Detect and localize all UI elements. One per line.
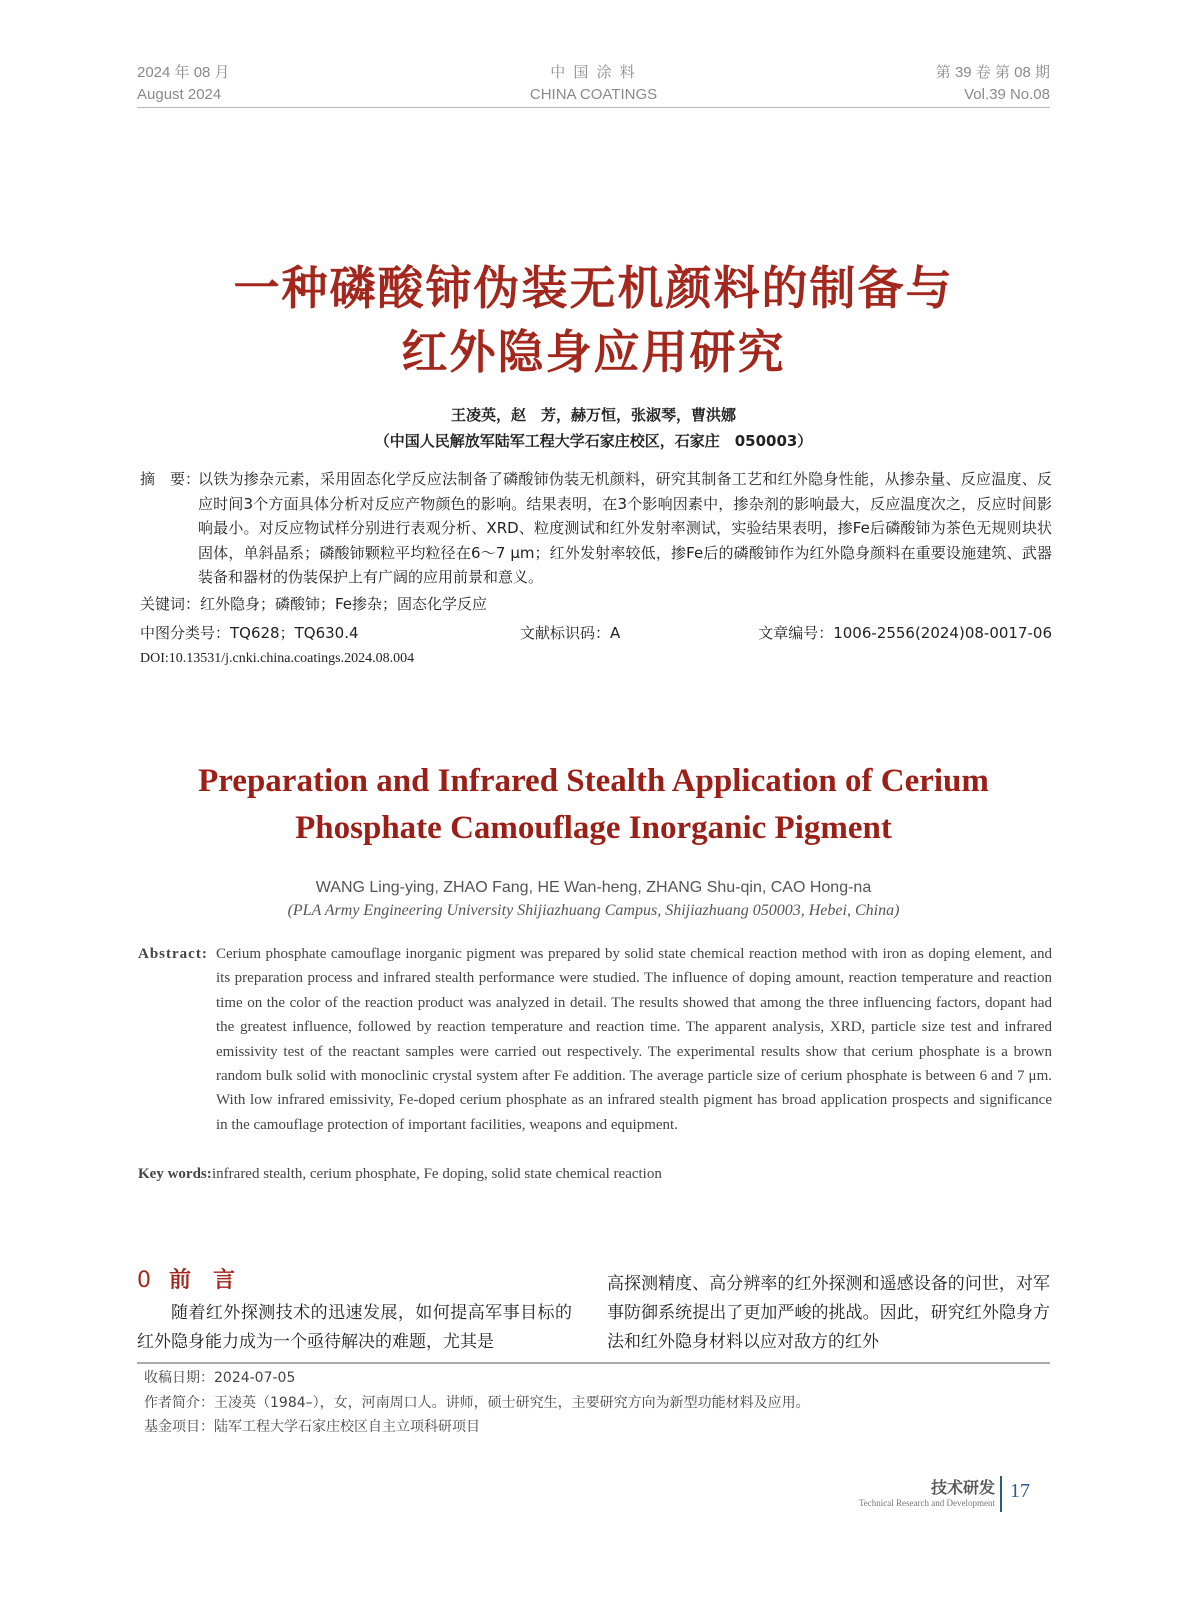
body-column-right: 高探测精度、高分辨率的红外探测和遥感设备的问世，对军事防御系统提出了更加严峻的挑战。因此，研究红外隐身方法和红外隐身材料以应对敌方的红外	[607, 1274, 1050, 1352]
abstract-en-label: Abstract:	[138, 946, 208, 962]
date-en: August 2024	[137, 86, 222, 103]
body-column-left: 随着红外探测技术的迅速发展，如何提高军事目标的红外隐身能力成为一个亟待解决的难题，尤其是	[137, 1303, 572, 1352]
header-rule	[137, 107, 1050, 108]
issue-cn: 第 39 卷 第 08 期	[935, 64, 1050, 81]
footnote-author: 作者简介：王凌英（1984–），女，河南周口人。讲师，硕士研究生，主要研究方向为新型功能材料及应用。	[144, 1394, 810, 1411]
section-heading	[137, 1263, 235, 1294]
footnote-funding: 基金项目：陆军工程大学石家庄校区自主立项科研项目	[144, 1419, 480, 1435]
abstract-cn-text: 以铁为掺杂元素，采用固态化学反应法制备了磷酸铈伪装无机颜料，研究其制备工艺和红外隐身性能，从掺杂量、反应温度、反应时间3个方面具体分析对反应产物颜色的影响。结果表明，在3个影响因素中，掺杂剂的影响最大，反应温度次之，反应时间影响最小。对反应物试样分别进行表观分析、XRD、粒度测试和红外发射率测试，实验结果表明，掺Fe后磷酸铈为茶色无规则块状固体，单斜晶系；磷酸铈颗粒平均粒径在6～7 μm；红外发射率较低，掺Fe后的磷酸铈作为红外隐身颜料在重要设施建筑、武器装备和器材的伪装保护上有广阔的应用前景和意义。	[198, 470, 1052, 587]
document-code: 文献标识码：A	[520, 624, 621, 642]
affiliation-en: (PLA Army Engineering University Shijiazhuang Campus, Shijiazhuang 050003, Hebei, China)	[287, 902, 900, 919]
date-cn: 2024 年 08 月	[137, 64, 230, 81]
footnotes	[144, 1366, 810, 1440]
issue-en: Vol.39 No.08	[964, 86, 1050, 103]
page-number: 17	[1010, 1480, 1030, 1502]
section-number: 0	[137, 1268, 151, 1293]
footnote-received: 收稿日期：2024-07-05	[144, 1370, 296, 1386]
abstract-cn	[140, 467, 1052, 590]
title-cn-line: 一种磷酸铈伪装无机颜料的制备与	[233, 261, 954, 315]
doi-link[interactable]: DOI:10.13531/j.cnki.china.coatings.2024.08.004	[140, 651, 415, 666]
affiliation-cn: （中国人民解放军陆军工程大学石家庄校区，石家庄 050003）	[374, 432, 813, 450]
section-title: 前 言	[169, 1268, 236, 1293]
abstract-cn-label: 摘 要：	[140, 470, 201, 488]
header-issue	[936, 62, 1050, 106]
authors-cn: 王凌英，赵 芳，赫万恒，张淑琴，曹洪娜	[450, 406, 736, 424]
keywords-en-text: infrared stealth, cerium phosphate, Fe doping, solid state chemical reaction	[212, 1166, 662, 1182]
abstract-en-text: Cerium phosphate camouflage inorganic pigment was prepared by solid state chemical reaction method with iron as doping element, and its preparation process and infrared stealth performance were studied. The influence of doping amount, reaction temperature and reaction time on the color of the reaction product was analyzed in detail. The results showed that among the three influencing factors, dopant had the greatest influence, followed by reaction temperature and reaction time. The apparent analysis, XRD, particle size test and infrared emissivity test of the reactant samples were carried out respectively. The experimental results show that cerium phosphate is a brown random bulk solid with monoclinic crystal system after Fe addition. The average particle size of cerium phosphate is between 6 and 7 μm. With low infrared emissivity, Fe-doped cerium phosphate as an infrared stealth pigment has broad application prospects and significance in the camouflage protection of important facilities, weapons and equipment.	[216, 946, 1052, 1133]
journal-cn: 中 国 涂 料	[550, 64, 637, 81]
footer-divider	[1000, 1476, 1002, 1512]
abstract-en	[138, 942, 1052, 1137]
clc-number: 中图分类号：TQ628；TQ630.4	[140, 624, 359, 642]
authors-en: WANG Ling-ying, ZHAO Fang, HE Wan-heng, ZHANG Shu-qin, CAO Hong-na	[315, 879, 872, 896]
keywords-en	[138, 1162, 1052, 1186]
footer-column-en: Technical Research and Development	[858, 1498, 995, 1508]
title-en	[0, 758, 1187, 852]
title-en-line: Preparation and Infrared Stealth Application of Cerium	[198, 763, 989, 799]
keywords-cn: 关键词：红外隐身；磷酸铈；Fe掺杂；固态化学反应	[140, 595, 488, 613]
title-cn	[0, 256, 1187, 384]
article-number: 文章编号：1006-2556(2024)08-0017-06	[758, 624, 1052, 642]
title-cn-line: 红外隐身应用研究	[401, 325, 786, 379]
title-en-line: Phosphate Camouflage Inorganic Pigment	[295, 810, 892, 846]
footer-column	[859, 1475, 995, 1508]
footnote-rule	[137, 1362, 1050, 1364]
keywords-en-label: Key words:	[138, 1166, 212, 1182]
journal-en: CHINA COATINGS	[529, 86, 658, 103]
footer-column-cn: 技术研发	[930, 1478, 995, 1497]
